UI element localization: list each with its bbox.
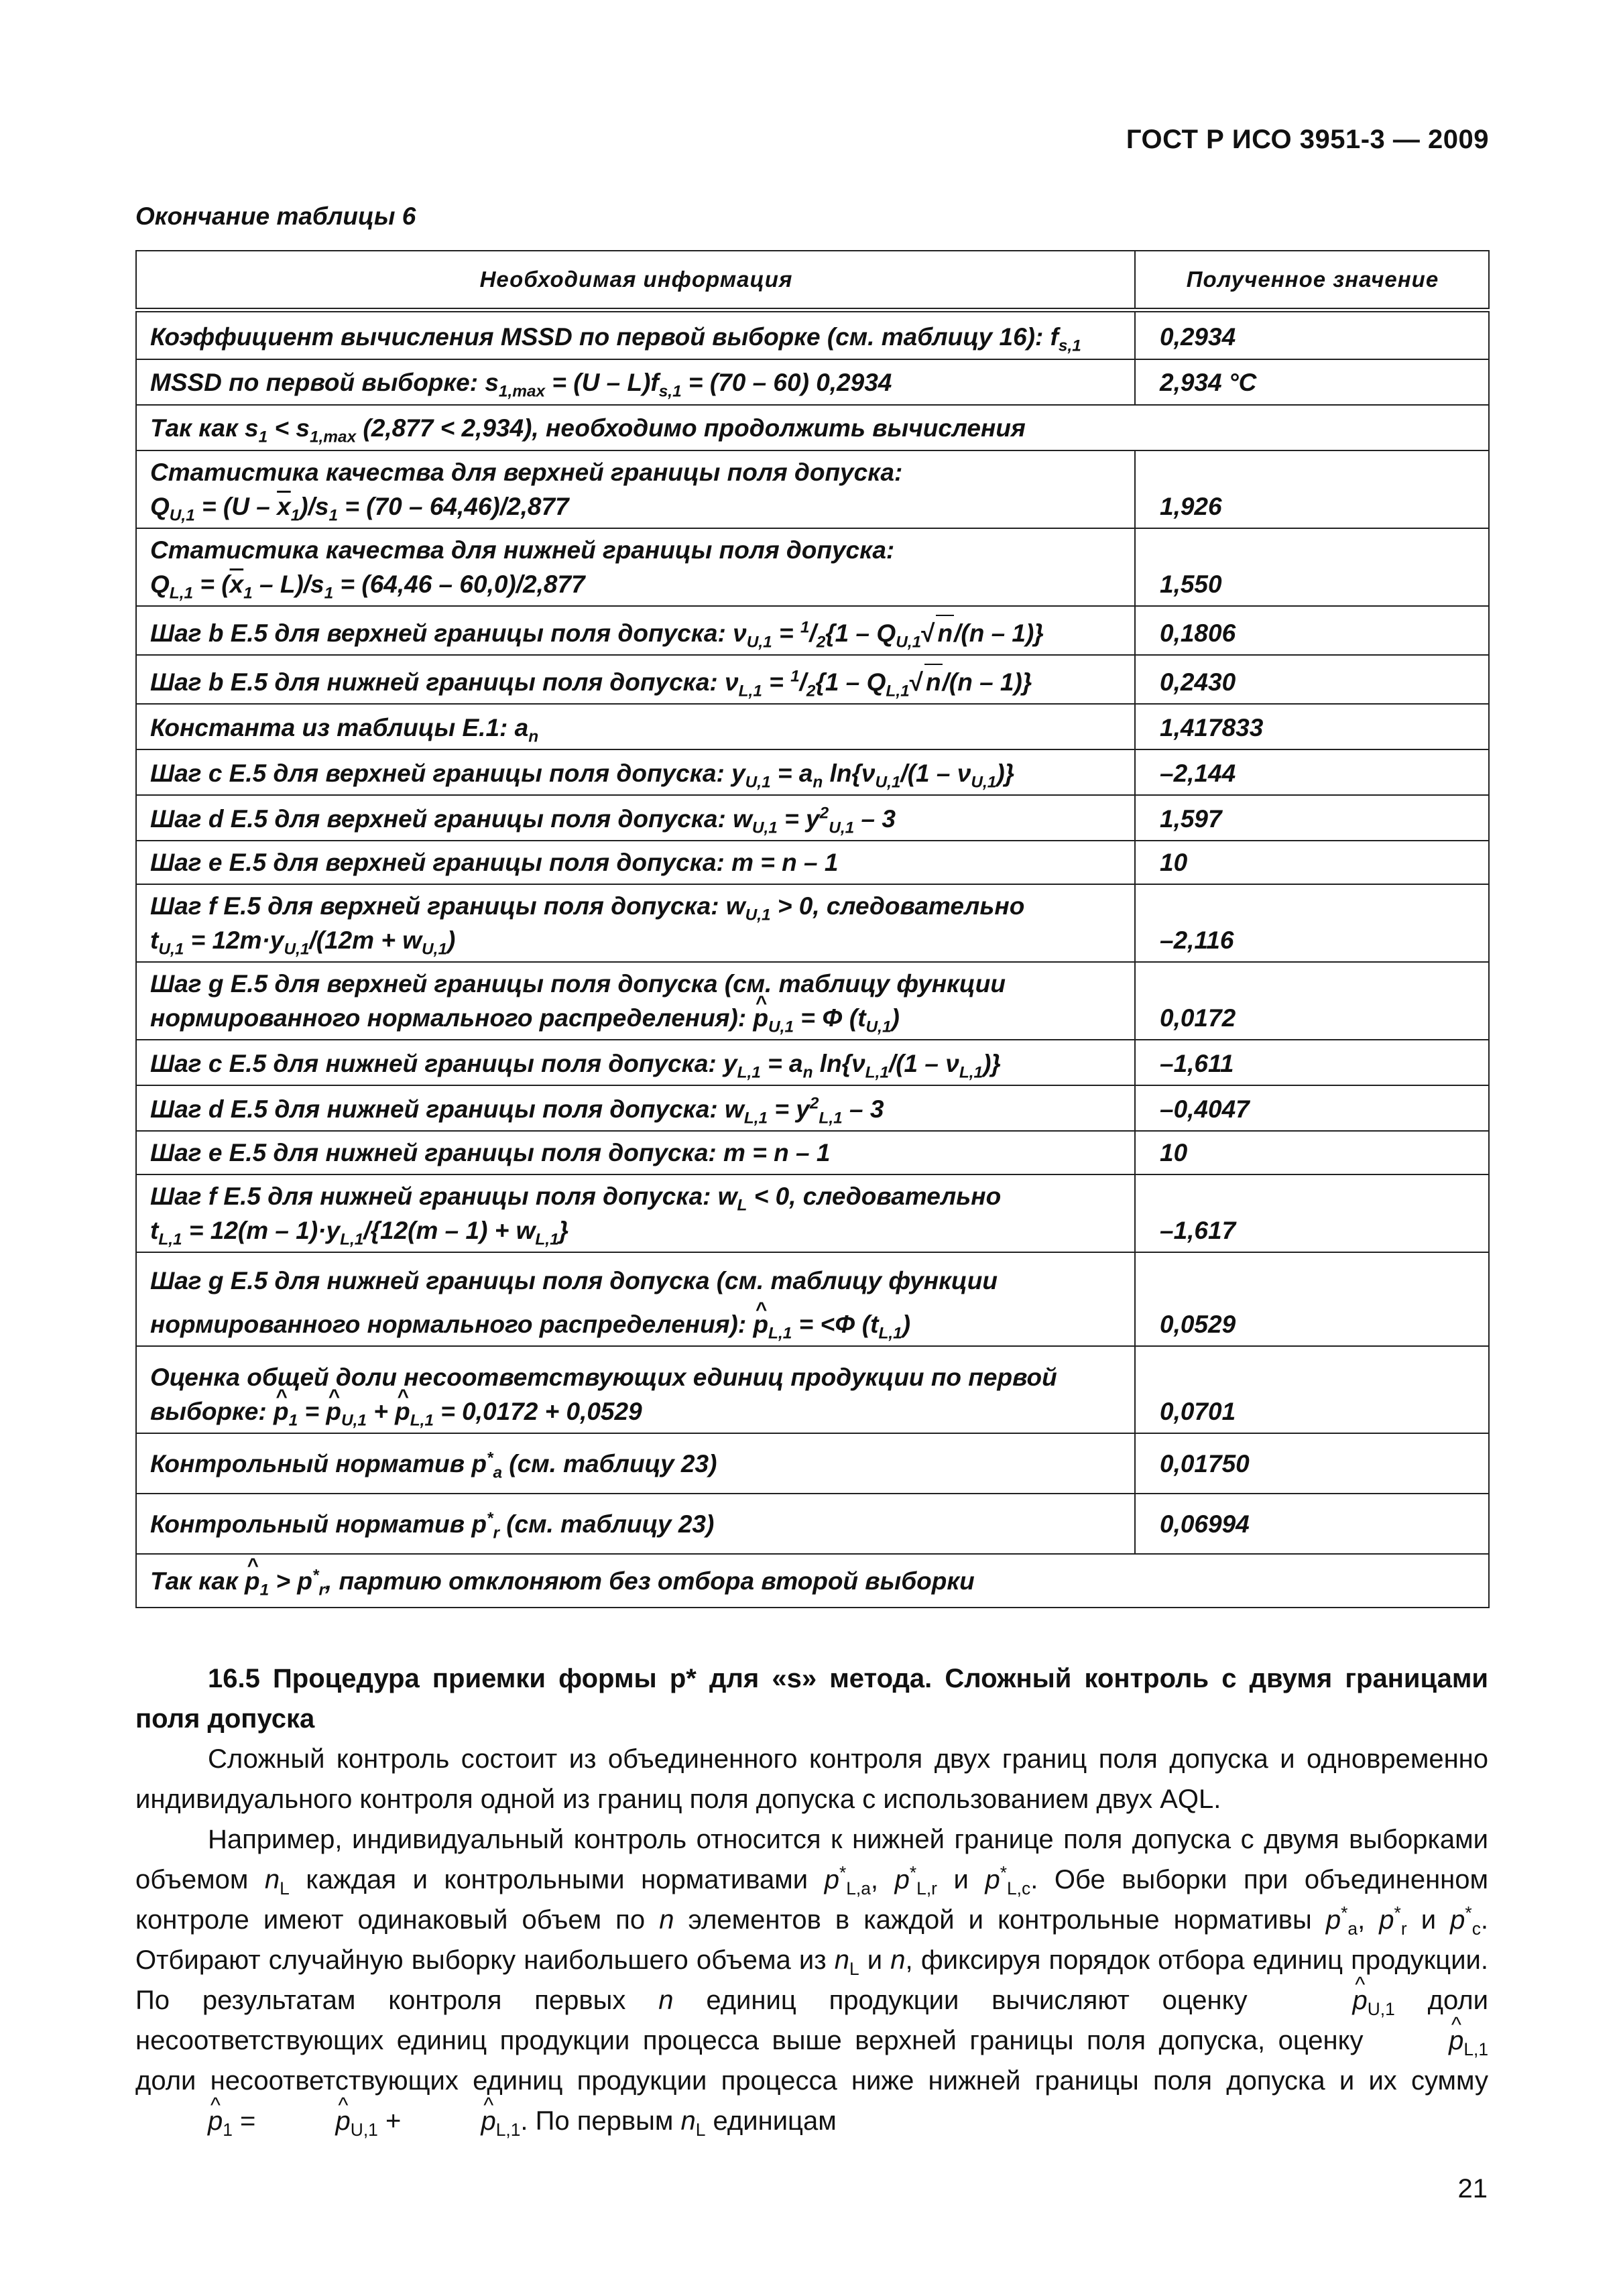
cell-value: 0,01750 [1135, 1433, 1489, 1494]
paragraph: Сложный контроль состоит из объединенного контроля двух границ поля допуска и одновременно индивидуального контроля одной из границ поля допуска с использованием двух AQL. [135, 1744, 1488, 1814]
cell-info: Шаг c E.5 для нижней границы поля допуска: $y_{L,1} = a_n$ $\ln\{\nu_{L,1}/(1 - \nu_{L,1})\}$ [136, 1040, 1135, 1085]
table-row [136, 1494, 1489, 1554]
table-row [136, 655, 1489, 704]
cell-value: 0,06994 [1135, 1494, 1489, 1554]
cell-value: 0,0529 [1135, 1252, 1489, 1346]
table-row [136, 405, 1489, 450]
cell-info: Оценка общей доли несоответствующих единиц продукции по первой выборке: ^ $p_1$ = ^ $p_{U,1}$ + ^ $p_{L,1} = 0,0172 + 0,0529$ [136, 1346, 1135, 1433]
cell-info: Константа из таблицы E.1: $a_n$ [136, 704, 1135, 749]
table-header-row [136, 251, 1489, 310]
cell-value: –1,611 [1135, 1040, 1489, 1085]
cell-info: Шаг d E.5 для верхней границы поля допуска: $w_{U,1} = y^2_{U,1} - 3$ [136, 795, 1135, 841]
cell-info: Шаг e E.5 для нижней границы поля допуска: m = n – 1 [136, 1131, 1135, 1174]
cell-info: Коэффициент вычисления MSSD по первой выборке (см. таблицу 16): $f_{s,1}$ [136, 310, 1135, 359]
cell-info: Шаг d E.5 для нижней границы поля допуска: $w_{L,1} = y^2_{L,1} - 3$ [136, 1085, 1135, 1131]
page-number: 21 [1457, 2174, 1488, 2203]
cell-info: Шаг b E.5 для нижней границы поля допуска: $\nu_{L,1} = ^1/_2\{1 - Q_{L,1}√$ n/(n – 1)} [136, 655, 1135, 704]
cell-info: Контрольный норматив $p^*_r$ (см. таблицу 23) [136, 1494, 1135, 1554]
cell-info: Статистика качества для нижней границы поля допуска: $Q_{L,1} = (\overline{x}_1 - L)/s_1 = (64,46 - 60,0)/2,877$ [136, 528, 1135, 606]
table-row [136, 310, 1489, 359]
cell-value: 1,926 [1135, 450, 1489, 528]
cell-info: Шаг c E.5 для верхней границы поля допуска: $y_{U,1} = a_n$ $\ln\{\nu_{U,1}/(1 - \nu_{U,1})\}$ [136, 749, 1135, 795]
cell-info: Шаг f E.5 для верхней границы поля допуска: $w_{U,1} > 0$, следовательно $t_{U,1} = 12m\cdot y_{U,1}/(12m + w_{U,1})$ [136, 884, 1135, 962]
table-row [136, 1346, 1489, 1433]
table-row [136, 1433, 1489, 1494]
table-row [136, 962, 1489, 1040]
cell-info: Шаг b E.5 для верхней границы поля допуска: $\nu_{U,1} = ^1/_2\{1 - Q_{U,1}√$ n/(n – 1)} [136, 606, 1135, 655]
table-row [136, 795, 1489, 841]
cell-value: 0,2430 [1135, 655, 1489, 704]
table-caption: Окончание таблицы 6 [135, 202, 416, 230]
table-row [136, 884, 1489, 962]
cell-value: 0,2934 [1135, 310, 1489, 359]
cell-info: Статистика качества для верхней границы поля допуска: $Q_{U,1} = (U - \overline{x}_1)/s_1 = (70 - 64,46)/2,877$ [136, 450, 1135, 528]
table-row [136, 704, 1489, 749]
cell-value: 1,597 [1135, 795, 1489, 841]
table-row [136, 450, 1489, 528]
cell-value: 10 [1135, 1131, 1489, 1174]
cell-info: Шаг g E.5 для нижней границы поля допуска (см. таблицу функции нормированного нормального распределения): ^ $p_{L,1} = <\Phi$ $(t_{L,1})$ [136, 1252, 1135, 1346]
table-row [136, 1252, 1489, 1346]
cell-value: –2,116 [1135, 884, 1489, 962]
cell-info: MSSD по первой выборке: $s_{1,max} = (U - L)f_{s,1} = (70 - 60)$ 0,2934 [136, 359, 1135, 405]
cell-value: 2,934 °C [1135, 359, 1489, 405]
cell-info: Так как ^ $p_1 > p^*_r$, партию отклоняют без отбора второй выборки [136, 1554, 1489, 1608]
table-row [136, 1174, 1489, 1252]
table-row [136, 1085, 1489, 1131]
table-row [136, 1131, 1489, 1174]
column-header-info: Необходимая информация [136, 251, 1135, 310]
table-row [136, 1554, 1489, 1608]
document-id: ГОСТ Р ИСО 3951-3 — 2009 [1126, 125, 1489, 154]
cell-value: 0,0701 [1135, 1346, 1489, 1433]
table-row [136, 359, 1489, 405]
cell-info: Шаг f E.5 для нижней границы поля допуска: $w_L < 0$, следовательно $t_{L,1} = 12(m - 1)\cdot y_{L,1}/\{12(m - 1) + w_{L,1}\}$ [136, 1174, 1135, 1252]
paragraph: Например, индивидуальный контроль относится к нижней границе поля допуска с двумя выборками объемом $n_L$ каждая и контрольными нормативами $p^*_{L,a}$, $p^*_{L,r}$ и $p^*_{L,c}$. Обе выборки при объединенном контроле имеют одинаковый объем по n элементов в каждой и контрольные нормативы $p^*_a$, $p^*_r$ и $p^*_c$. Отбирают случайную выборку наибольшего объема из $n_L$ и n, фиксируя порядок отбора единиц продукции. По результатам контроля первых n единиц продукции вычисляют оценку ^ $p_{U,1}$ доли несоответствующих единиц продукции процесса выше верхней границы поля допуска, оценку ^ $p_{L,1}$ доли несоответствующих единиц продукции процесса ниже нижней границы поля допуска и их сумму ^ $p_1$ = ^ $p_{U,1}$ + ^ $p_{L,1}$. По первым $n_L$ единицам [135, 1819, 1488, 2141]
cell-info: Шаг e E.5 для верхней границы поля допуска: m = n – 1 [136, 841, 1135, 884]
cell-info: Шаг g E.5 для верхней границы поля допуска (см. таблицу функции нормированного нормального распределения): ^ $p_{U,1} = \Phi$ $(t_{U,1})$ [136, 962, 1135, 1040]
cell-value: –1,617 [1135, 1174, 1489, 1252]
cell-value: –0,4047 [1135, 1085, 1489, 1131]
cell-info: Так как $s_1 < s_{1,max}$ (2,877 < 2,934), необходимо продолжить вычисления [136, 405, 1489, 450]
cell-value: 1,550 [1135, 528, 1489, 606]
table-row [136, 1040, 1489, 1085]
cell-value: 10 [1135, 841, 1489, 884]
table-row [136, 749, 1489, 795]
section-title: 16.5 Процедура приемки формы p* для «s» метода. Сложный контроль с двумя границами поля допуска [135, 1664, 1488, 1734]
table-row [136, 528, 1489, 606]
cell-value: 0,0172 [1135, 962, 1489, 1040]
cell-value: 1,417833 [1135, 704, 1489, 749]
table-row [136, 841, 1489, 884]
cell-value: –2,144 [1135, 749, 1489, 795]
data-table [135, 250, 1490, 1608]
cell-info: Контрольный норматив $p^*_a$ (см. таблицу 23) [136, 1433, 1135, 1494]
section-16-5 [135, 1658, 1488, 2141]
table-row [136, 606, 1489, 655]
column-header-value: Полученное значение [1135, 251, 1489, 310]
cell-value: 0,1806 [1135, 606, 1489, 655]
